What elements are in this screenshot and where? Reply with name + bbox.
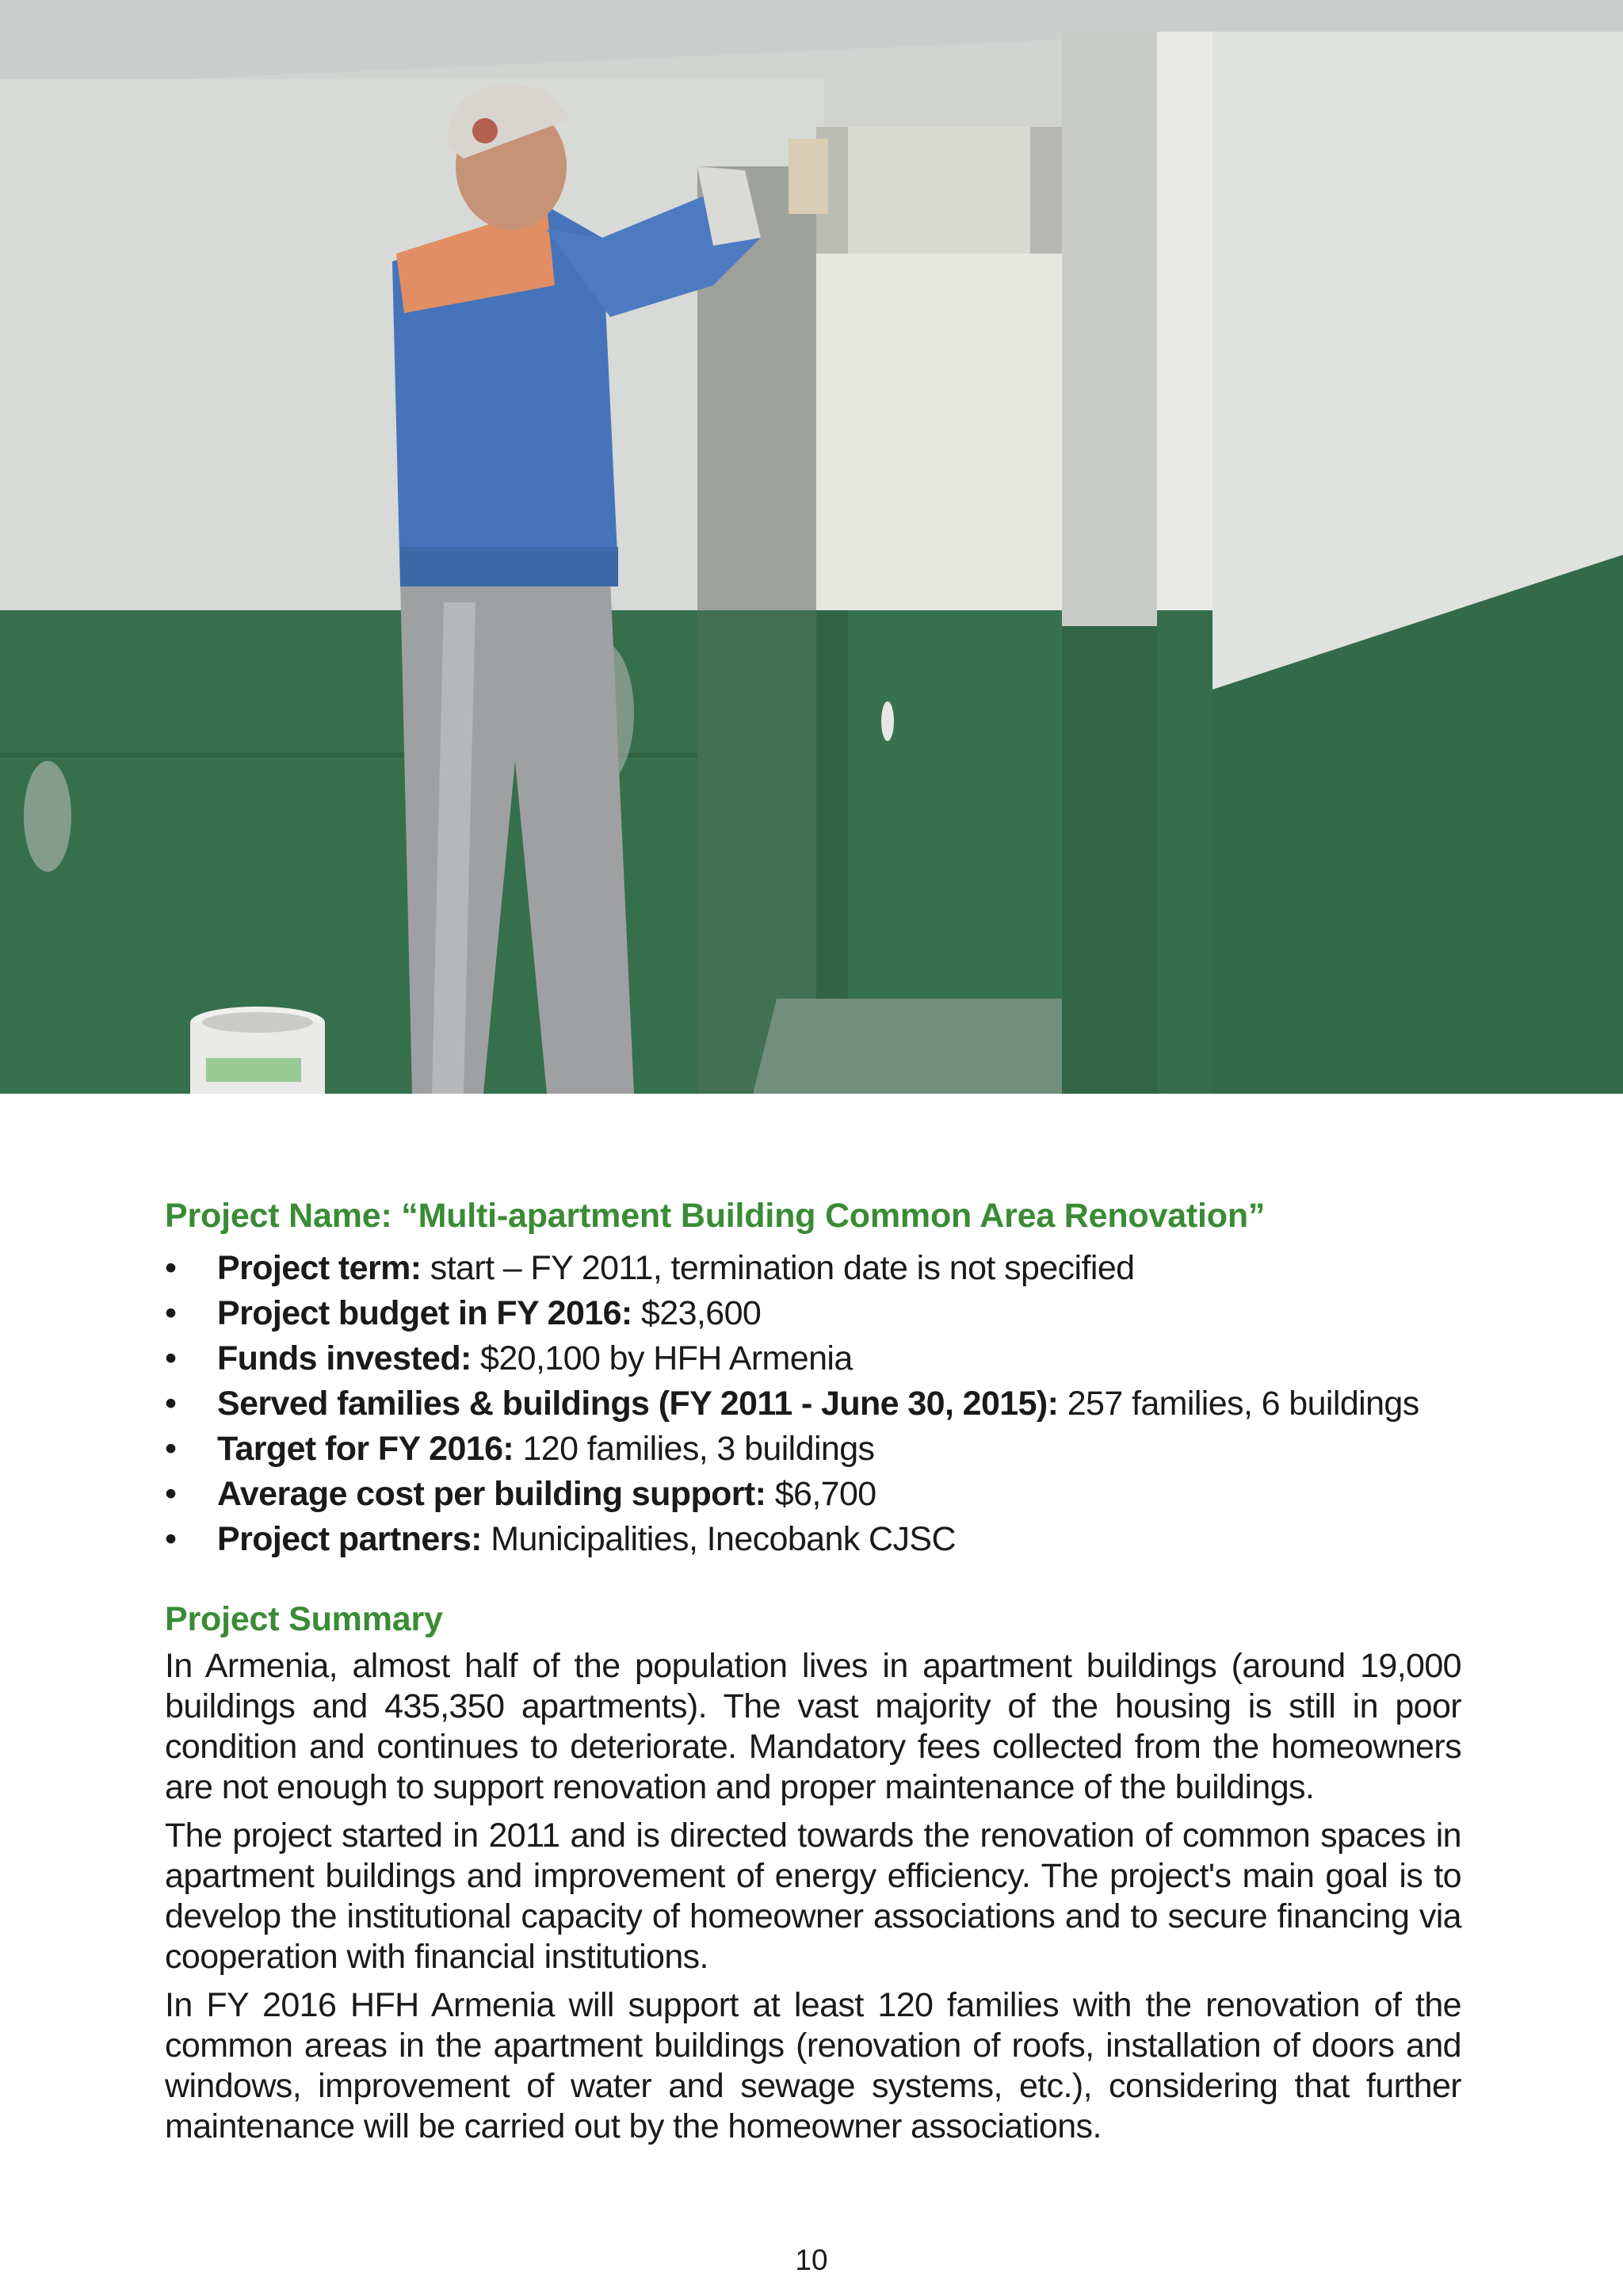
summary-paragraph: In Armenia, almost half of the population lives in apartment buildings (around 19,000 buildings and 435,350 apartments). The vast majority of the housing is still in poor condition and continues to deteriorate. Mandatory fees collected from the homeowners are not enough to support renovation and proper maintenance of the buildings. [165, 1647, 1461, 1806]
fact-value: Municipalities, Inecobank CJSC [481, 1520, 956, 1558]
bullet: • [165, 1385, 177, 1423]
fact-label: Project partners: [217, 1520, 482, 1558]
bullet: • [165, 1520, 177, 1558]
fact-value: $20,100 by HFH Armenia [471, 1339, 853, 1377]
fact-value: start – FY 2011, termination date is not specified [421, 1249, 1135, 1287]
hero-photo [0, 0, 1623, 1094]
project-summary-heading: Project Summary [165, 1600, 443, 1638]
project-facts-list [165, 1246, 1461, 1562]
fact-label: Project budget in FY 2016: [217, 1294, 632, 1332]
fact-label: Target for FY 2016: [217, 1430, 514, 1468]
page-number: 10 [795, 2244, 828, 2276]
fact-project-budget [165, 1291, 1461, 1336]
fact-label: Project term: [217, 1249, 422, 1287]
fact-funds-invested [165, 1336, 1461, 1381]
fact-average-cost [165, 1472, 1461, 1517]
bullet: • [165, 1339, 177, 1377]
fact-value: 257 families, 6 buildings [1058, 1385, 1419, 1423]
fact-target [165, 1427, 1461, 1472]
summary-paragraph: The project started in 2011 and is directed towards the renovation of common spaces in apartment buildings and improvement of energy efficiency. The project's main goal is to develop the institutional capacity of homeowner associations and to secure financing via cooperation with financial institutions. [165, 1817, 1461, 1976]
fact-label: Average cost per building support: [217, 1475, 766, 1513]
fact-label: Served families & buildings (FY 2011 - June 30, 2015): [217, 1385, 1059, 1423]
fact-project-term [165, 1246, 1461, 1291]
fact-label: Funds invested: [217, 1339, 472, 1377]
bullet: • [165, 1475, 177, 1513]
summary-paragraph: In FY 2016 HFH Armenia will support at least 120 families with the renovation of the common areas in the apartment buildings (renovation of roofs, installation of doors and windows, improvement of water and sewage systems, etc.), considering that further maintenance will be carried out by the homeowner associations. [165, 1986, 1461, 2145]
fact-project-partners [165, 1517, 1461, 1562]
project-name-heading: Project Name: “Multi-apartment Building Common Area Renovation” [165, 1197, 1266, 1235]
bullet: • [165, 1294, 177, 1332]
fact-value: 120 families, 3 buildings [514, 1430, 875, 1468]
fact-served-families [165, 1381, 1461, 1427]
fact-value: $6,700 [766, 1475, 876, 1513]
content-area [165, 1195, 1461, 2147]
fact-value: $23,600 [632, 1294, 762, 1332]
bullet: • [165, 1430, 177, 1468]
bullet: • [165, 1249, 177, 1287]
